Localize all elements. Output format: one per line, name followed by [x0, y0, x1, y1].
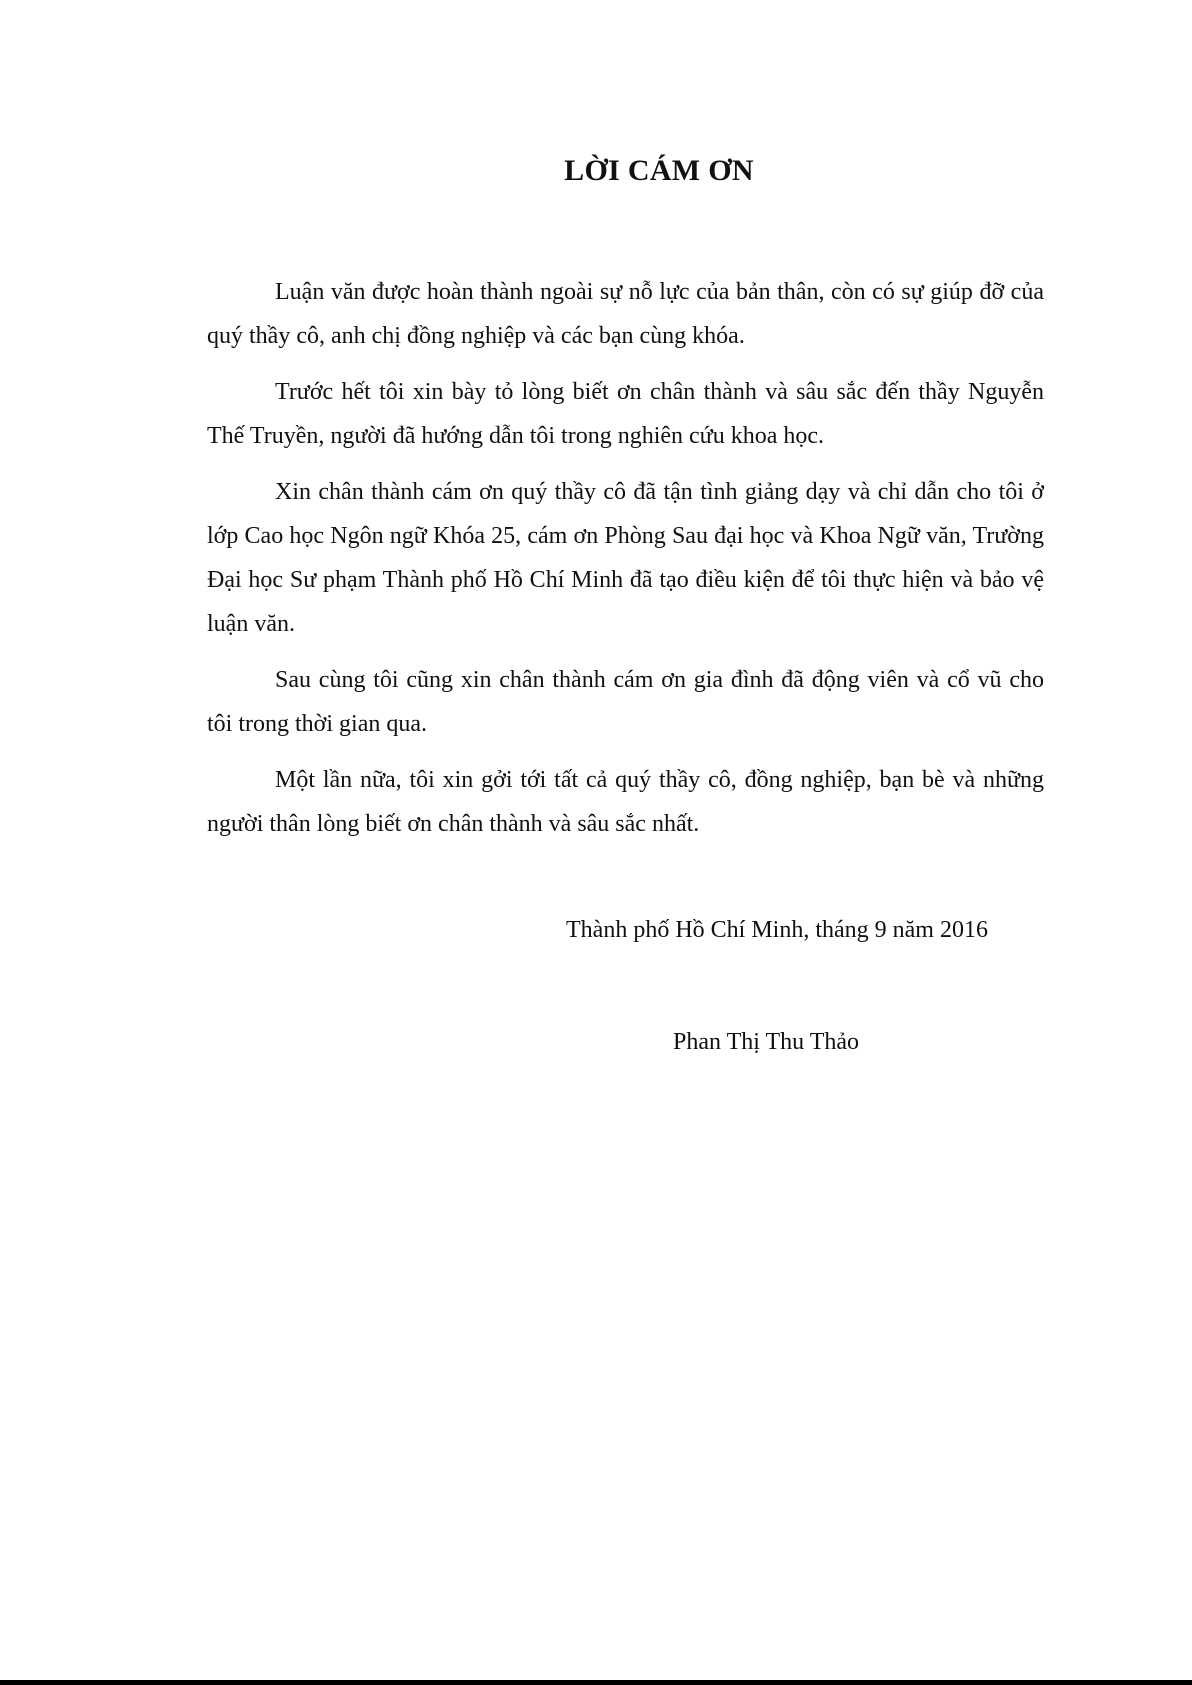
- acknowledgement-body: [207, 270, 1044, 858]
- page-title: LỜI CÁM ƠN: [564, 154, 754, 187]
- page-bottom-border: [0, 1680, 1192, 1685]
- paragraph-2: Trước hết tôi xin bày tỏ lòng biết ơn chân thành và sâu sắc đến thầy Nguyễn Thế Truyền, người đã hướng dẫn tôi trong nghiên cứu khoa học.: [207, 379, 1044, 449]
- paragraph-1: Luận văn được hoàn thành ngoài sự nỗ lực của bản thân, còn có sự giúp đỡ của quý thầy cô, anh chị đồng nghiệp và các bạn cùng khóa.: [207, 279, 1044, 349]
- author-name: Phan Thị Thu Thảo: [673, 1029, 859, 1055]
- place-date: Thành phố Hồ Chí Minh, tháng 9 năm 2016: [566, 917, 988, 943]
- paragraph-5: Một lần nữa, tôi xin gởi tới tất cả quý thầy cô, đồng nghiệp, bạn bè và những người thân lòng biết ơn chân thành và sâu sắc nhất.: [207, 767, 1044, 837]
- paragraph-3: Xin chân thành cám ơn quý thầy cô đã tận tình giảng dạy và chỉ dẫn cho tôi ở lớp Cao học Ngôn ngữ Khóa 25, cám ơn Phòng Sau đại học và Khoa Ngữ văn, Trường Đại học Sư phạm Thành phố Hồ Chí Minh đã tạo điều kiện để tôi thực hiện và bảo vệ luận văn.: [207, 479, 1044, 637]
- paragraph-4: Sau cùng tôi cũng xin chân thành cám ơn gia đình đã động viên và cổ vũ cho tôi trong thời gian qua.: [207, 667, 1044, 737]
